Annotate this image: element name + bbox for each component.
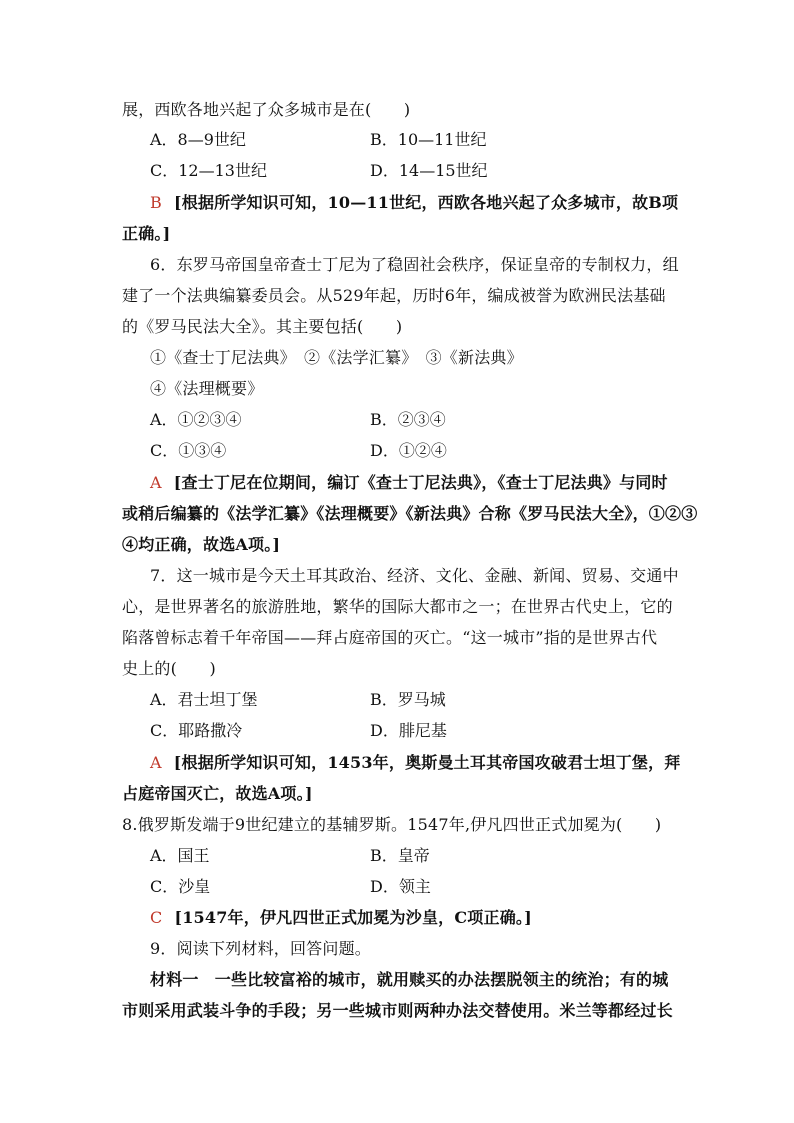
q6-answer-letter: A	[150, 473, 162, 492]
q5-explanation-line2: 正确。]	[122, 224, 171, 243]
q8-option-a: A．国王	[150, 846, 210, 865]
q9-stem-line1: 9．阅读下列材料，回答问题。	[150, 939, 371, 958]
q6-answer	[150, 472, 668, 494]
q8-option-d: D．领主	[370, 877, 431, 896]
q7-explanation-line1: [根据所学知识可知，1453年，奥斯曼土耳其帝国攻破君士坦丁堡，拜	[173, 753, 681, 772]
q5-option-a: A．8—9世纪	[150, 130, 246, 149]
q9-material-line1: 材料一 一些比较富裕的城市，就用赎买的办法摆脱领主的统治；有的城	[150, 970, 669, 989]
q6-explanation-line2: 或稍后编纂的《法学汇纂》《法理概要》《新法典》合称《罗马民法大全》，①②③	[122, 504, 698, 523]
q6-stem-line2: 建了一个法典编纂委员会。从529年起，历时6年，编成被誉为欧洲民法基础	[122, 286, 666, 305]
q5-explanation-line1: [根据所学知识可知，10—11世纪，西欧各地兴起了众多城市，故B项	[173, 193, 679, 212]
q9-material-line2: 市则采用武装斗争的手段；另一些城市则两种办法交替使用。米兰等都经过长	[122, 1001, 673, 1020]
q5-option-b: B．10—11世纪	[370, 130, 487, 149]
q6-stem-line3: 的《罗马民法大全》。其主要包括( )	[122, 317, 403, 336]
q6-stem-line1: 6．东罗马帝国皇帝查士丁尼为了稳固社会秩序，保证皇帝的专制权力，组	[150, 255, 679, 274]
q8-explanation-line1: [1547年，伊凡四世正式加冕为沙皇，C项正确。]	[174, 908, 532, 927]
q7-stem-line3: 陷落曾标志着千年帝国——拜占庭帝国的灭亡。“这一城市”指的是世界古代	[122, 628, 658, 647]
q5-stem: 展，西欧各地兴起了众多城市是在( )	[122, 100, 411, 119]
q7-option-a: A．君士坦丁堡	[150, 690, 258, 709]
q7-answer	[150, 752, 680, 774]
q5-option-d: D．14—15世纪	[370, 161, 488, 180]
q6-explanation-line3: ④均正确，故选A项。]	[122, 535, 281, 554]
q6-option-c: C．①③④	[150, 441, 227, 460]
q6-option-a: A．①②③④	[150, 410, 242, 429]
q7-option-b: B．罗马城	[370, 690, 446, 709]
q5-answer	[150, 192, 678, 214]
q6-option-b: B．②③④	[370, 410, 446, 429]
q8-stem-line1: 8.俄罗斯发端于9世纪建立的基辅罗斯。1547年,伊凡四世正式加冕为( )	[122, 815, 662, 834]
q7-stem-line1: 7．这一城市是今天土耳其政治、经济、文化、金融、新闻、贸易、交通中	[150, 566, 679, 585]
q6-option-d: D．①②④	[370, 441, 447, 460]
q8-answer	[150, 907, 532, 929]
q8-option-c: C．沙皇	[150, 877, 211, 896]
q7-stem-line4: 史上的( )	[122, 659, 216, 678]
q7-option-d: D．腓尼基	[370, 721, 447, 740]
q8-answer-letter: C	[150, 908, 163, 927]
q6-items-line1: ①《查士丁尼法典》 ②《法学汇纂》 ③《新法典》	[150, 348, 523, 367]
q7-answer-letter: A	[150, 753, 162, 772]
q6-items-line2: ④《法理概要》	[150, 379, 264, 398]
q5-option-c: C．12—13世纪	[150, 161, 267, 180]
q8-option-b: B．皇帝	[370, 846, 430, 865]
q6-explanation-line1: [查士丁尼在位期间，编订《查士丁尼法典》，《查士丁尼法典》与同时	[173, 473, 668, 492]
q7-stem-line2: 心，是世界著名的旅游胜地，繁华的国际大都市之一；在世界古代史上，它的	[122, 597, 673, 616]
q7-option-c: C．耶路撒冷	[150, 721, 243, 740]
q7-explanation-line2: 占庭帝国灭亡，故选A项。]	[122, 784, 313, 803]
q5-answer-letter: B	[150, 193, 162, 212]
